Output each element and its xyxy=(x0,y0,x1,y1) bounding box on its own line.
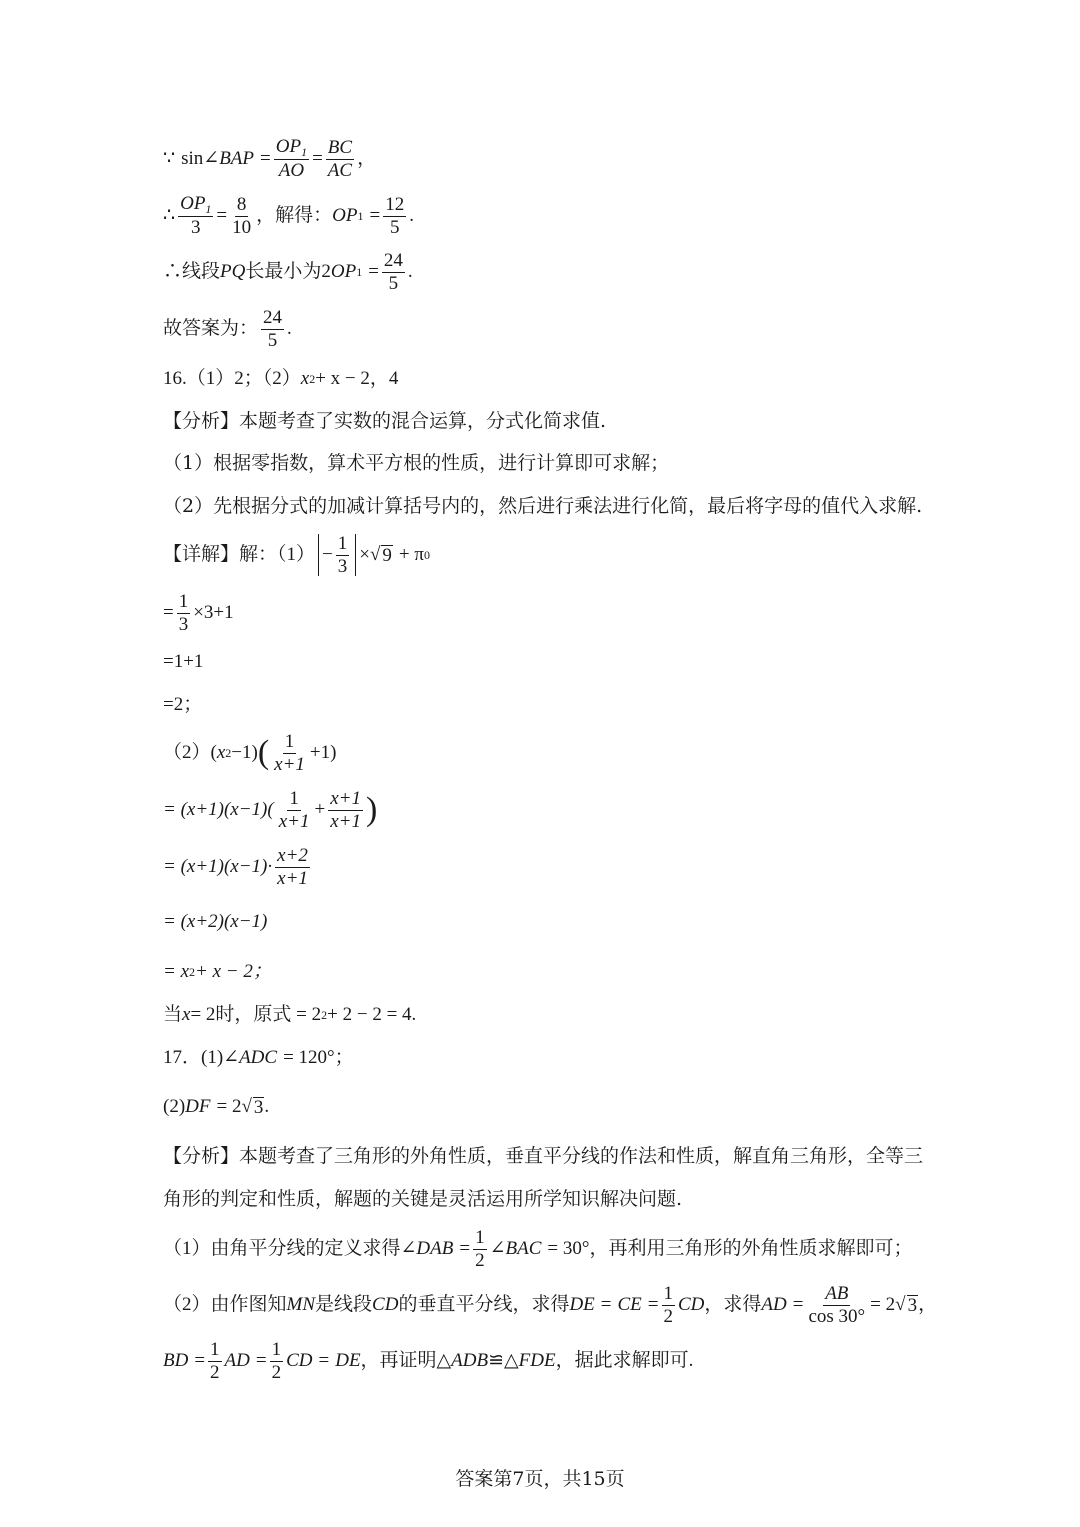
line-op1-solve: ∴ $\frac{OP_1}{3}$ = $\frac{8}{10}$ ，解得： OP 1 = $\frac{12}{5}$ . xyxy=(163,192,414,239)
analysis-16-part1: （1）根据零指数，算术平方根的性质，进行计算即可求解； xyxy=(163,452,670,474)
line-sin-bap: ∵ sin ∠ BAP = $\frac{OP_1}{AO}$ = $\frac{BC}{AC}$ ， xyxy=(163,135,377,182)
step-simplify: = (x+2)(x−1) xyxy=(163,911,268,932)
analysis-17-part1: （1）由角平分线的定义求得∠ DAB = $\frac{1}{2}$ ∠ BAC = 30°，再利用三角形的外角性质求解即可； xyxy=(163,1226,913,1271)
step-factor: = (x+1)(x−1)( 1 x+1 + $\frac{x+1}{x+1}$ ) xyxy=(163,787,378,832)
step-expand: = x 2 + x − 2； xyxy=(163,961,272,982)
analysis-16: 【分析】本题考查了实数的混合运算，分式化简求值. xyxy=(163,410,607,432)
step-third-times-3: = $\frac{1}{3}$ ×3+1 xyxy=(163,590,234,635)
analysis-17-line2: 角形的判定和性质，解题的关键是灵活运用所学知识解决问题. xyxy=(163,1188,683,1210)
line-pq-min: ∴线段 PQ 长最小为 2 OP 1 = $\frac{24}{5}$ . xyxy=(163,249,413,294)
absolute-value: − $\frac{1}{3}$ xyxy=(318,534,356,577)
step-1-plus-1: =1+1 xyxy=(163,651,204,672)
step-equals-2: =2； xyxy=(163,694,203,715)
fraction-op1-ao: $\frac{OP_1}{AO}$ xyxy=(275,135,308,182)
fraction-12-5: $\frac{12}{5}$ xyxy=(385,193,405,238)
analysis-17-part2-cont: BD = $\frac{1}{2}$ AD = $\frac{1}{2}$ CD = DE ，再证明△ ADB ≌△ FDE ，据此求解即可. xyxy=(163,1338,694,1383)
fraction-answer-24-5: 24 5 xyxy=(263,306,283,351)
question-16-answer: 16.（1）2；（2） x 2 + x − 2，4 xyxy=(163,368,399,389)
detail-16-part2: （2） ( x 2 −1) ( 1 x+1 +1) xyxy=(163,730,337,775)
analysis-16-part2: （2）先根据分式的加减计算括号内的，然后进行乘法进行化简，最后将字母的值代入求解. xyxy=(163,495,923,517)
fraction-8-10: $\frac{8}{10}$ xyxy=(232,193,252,238)
step-substitute: 当 x = 2时，原式 = 2 2 + 2 − 2 = 4. xyxy=(163,1004,417,1025)
fraction-24-5: $\frac{24}{5}$ xyxy=(383,249,403,294)
fraction-bc-ac: $\frac{BC}{AC}$ xyxy=(327,136,353,181)
detail-16-part1: 【详解】解：（1） − $\frac{1}{3}$ × √ 9 + π 0 xyxy=(163,532,430,577)
analysis-17-line1: 【分析】本题考查了三角形的外角性质，垂直平分线的作法和性质，解直角三角形，全等三 xyxy=(163,1145,924,1167)
fraction-op1-3: $\frac{OP_1}{3}$ xyxy=(180,192,212,239)
line-answer: 故答案为： 24 5 . xyxy=(163,306,292,351)
page-footer: 答案第7页，共15页 xyxy=(455,1468,625,1490)
analysis-17-part2: （2）由作图知 MN 是线段 CD 的垂直平分线，求得 DE = CE = $\frac{1}{2}$ CD ，求得 AD = $\frac{AB}{\cos 30^\circ}$ = 2 √ 3 ， xyxy=(163,1282,938,1327)
question-17-answer-1: 17．(1)∠ ADC = 120°； xyxy=(163,1047,354,1068)
question-17-answer-2: (2) DF = 2 √ 3 . xyxy=(163,1096,270,1118)
step-combine: = (x+1)(x−1)· x+2 x+1 xyxy=(163,844,308,889)
